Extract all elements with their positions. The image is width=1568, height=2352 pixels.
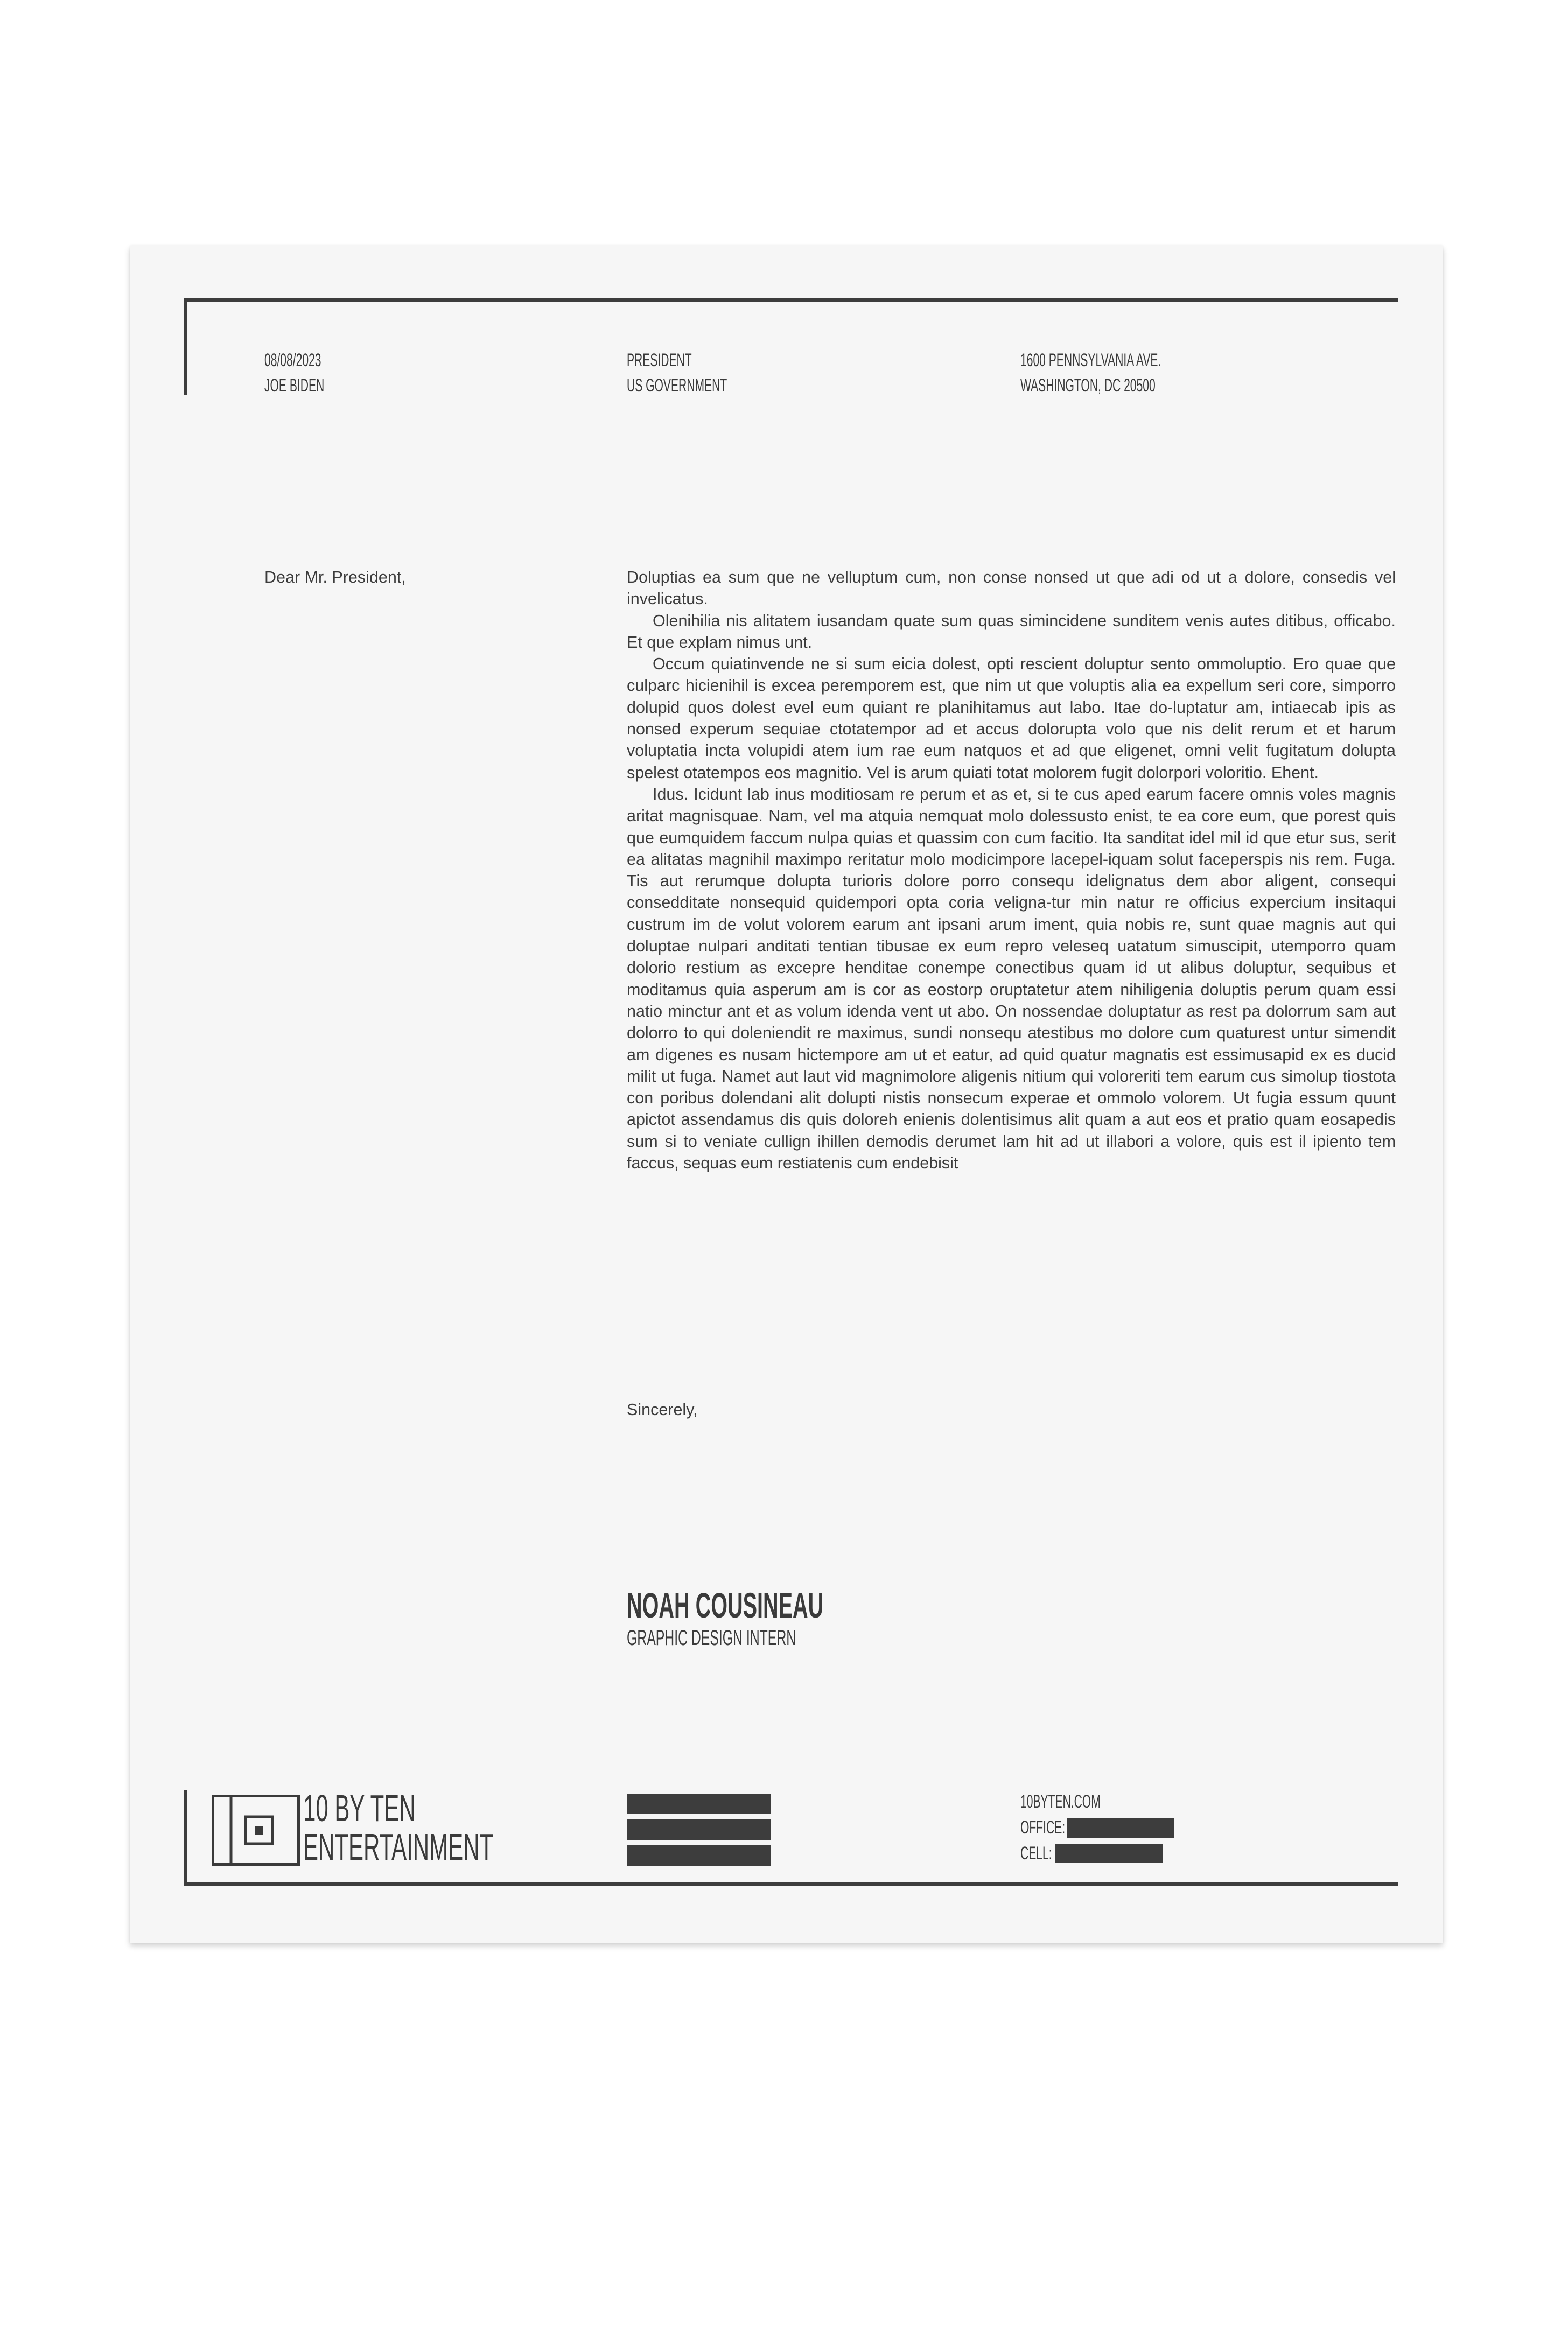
header-address-city: WASHINGTON, DC 20500 <box>1020 375 1156 396</box>
header-recipient-role <box>627 348 727 398</box>
contact-website: 10BYTEN.COM <box>1020 1791 1101 1812</box>
logo-line-1: 10 BY TEN <box>303 1787 416 1829</box>
redacted-address-line-1 <box>627 1794 771 1814</box>
header-date-recipient <box>264 348 324 398</box>
body-paragraph: Idus. Icidunt lab inus moditiosam re perum et as et, si te cus aped earum facere omnis voles magnis aritat magnisquae. Nam, vel ma atquia nemquat molo dolessusto enist, te ea core eum, que porest quis que eumquidem faccum nulpa quias et quassim con cum facitio. Ita sanditat idel mil id que etur sus, serit ea alitatas magnihil maximpo reritatur molo modicimpore lacepel-iquam solut faceperspis nis rem. Fuga. Tis aut rerumque dolupta turioris dolore porro consequ idelignatus dem abor aligent, consequi consedditate nonsequid quidempori opta coria veligna-tur min natur re officius expercium insitaqui custrum im de volut volorem earum ant ipsani arum iment, quia nobis re, sunt quae magnis aut qui doluptae nulpari anditati tentian tibusae ex eum repro veleseq uatatum simuscipit, utemporro quam dolorio restium as excepre henditae conempe conectibus quam id ut alibus doluptur, sequibus et moditamus quia asperum am is cor as eostorp oruptatetur atem nihiligenia doluptis perum quam essi natio minctur ant et as volum idenda vent ut abo. On nossendae doluptatur as rest pa dolorrum sam aut dolorro to qui doleniendit re maximus, sundi nonsequ atestibus mo dolore cum quaturest untur simendit am digenes es nusam hictempore am ut et eatur, ad quid quatur magnatis est essimusapid ex es ducid milit ut fuga. Namet aut laut vid magnimolore aligenis nitium qui voloreriti tem earum cus simolup tiostota con poribus dolendani alit dolupti nistis nonsecum experae et ommolo volorem. Ut fugia essum quunt apictot assendamus dis quis doloreh enienis dolentisimus alit quam a aut eos et pratio quam eosapedis sum si to veniate cullign ihillen demodis derumet lam hit ad ut illabori a volore, quis est il ipiento tem faccus, sequas eum restiatenis cum endebisit <box>627 785 1396 1173</box>
redacted-cell-phone <box>1055 1844 1163 1863</box>
body-paragraph: Doluptias ea sum que ne velluptum cum, non conse nonsed ut que adi od ut a dolore, consedis vel invelicatus. <box>627 568 1396 608</box>
top-rule <box>184 298 1398 302</box>
company-logo-text <box>303 1789 493 1866</box>
header-address-street: 1600 PENNSYLVANIA AVE. <box>1020 350 1161 370</box>
bottom-left-vertical-rule <box>184 1790 187 1886</box>
square-in-frame-logo-icon <box>212 1795 300 1868</box>
header-recipient-name: JOE BIDEN <box>264 375 325 396</box>
signature-title: GRAPHIC DESIGN INTERN <box>627 1626 796 1650</box>
letterhead-sheet <box>130 246 1443 1943</box>
redacted-address-line-2 <box>627 1819 771 1840</box>
contact-office-label: OFFICE: <box>1020 1817 1066 1838</box>
letter-body <box>627 566 1396 1174</box>
header-recipient-org: US GOVERNMENT <box>627 375 727 396</box>
header-date: 08/08/2023 <box>264 350 321 370</box>
bottom-rule <box>184 1882 1398 1886</box>
body-paragraph: Occum quiatinvende ne si sum eicia dolest, opti rescient doluptur sento ommoluptio. Ero quae que culparc hicienihil is excea peremporem est, que nim ut que voluptis alia ea expellum seri core, simporro dolupid quos dolest evel eum quiant re planihitamus aut labo. Itae do-luptatur am, intiaecab ipis as nonsed experum sequiae ctotatempor ad et accus dolorupta volo que nis delit rerum et et harum voluptatia incta volupidi atem ium rae eum natquos et ad que eligenet, omni velit fugitatum dolupta spelest otatempos eos magnitio. Vel is arum quiati totat molorem fugit dolorpori voloritio. Ehent. <box>627 655 1396 782</box>
closing: Sincerely, <box>627 1401 698 1419</box>
logo-line-2: ENTERTAINMENT <box>303 1826 494 1868</box>
redacted-office-phone <box>1067 1818 1174 1838</box>
signature-name: NOAH COUSINEAU <box>627 1585 824 1625</box>
contact-cell-label: CELL: <box>1020 1843 1052 1864</box>
redacted-address-line-3 <box>627 1845 771 1866</box>
top-left-vertical-rule <box>184 298 187 395</box>
header-recipient-address <box>1020 348 1161 398</box>
salutation: Dear Mr. President, <box>264 568 406 586</box>
body-paragraph: Olenihilia nis alitatem iusandam quate sum quas simincidene sunditem venis autes ditibus, officabo. Et que explam nimus unt. <box>627 611 1396 652</box>
header-recipient-title: PRESIDENT <box>627 350 692 370</box>
